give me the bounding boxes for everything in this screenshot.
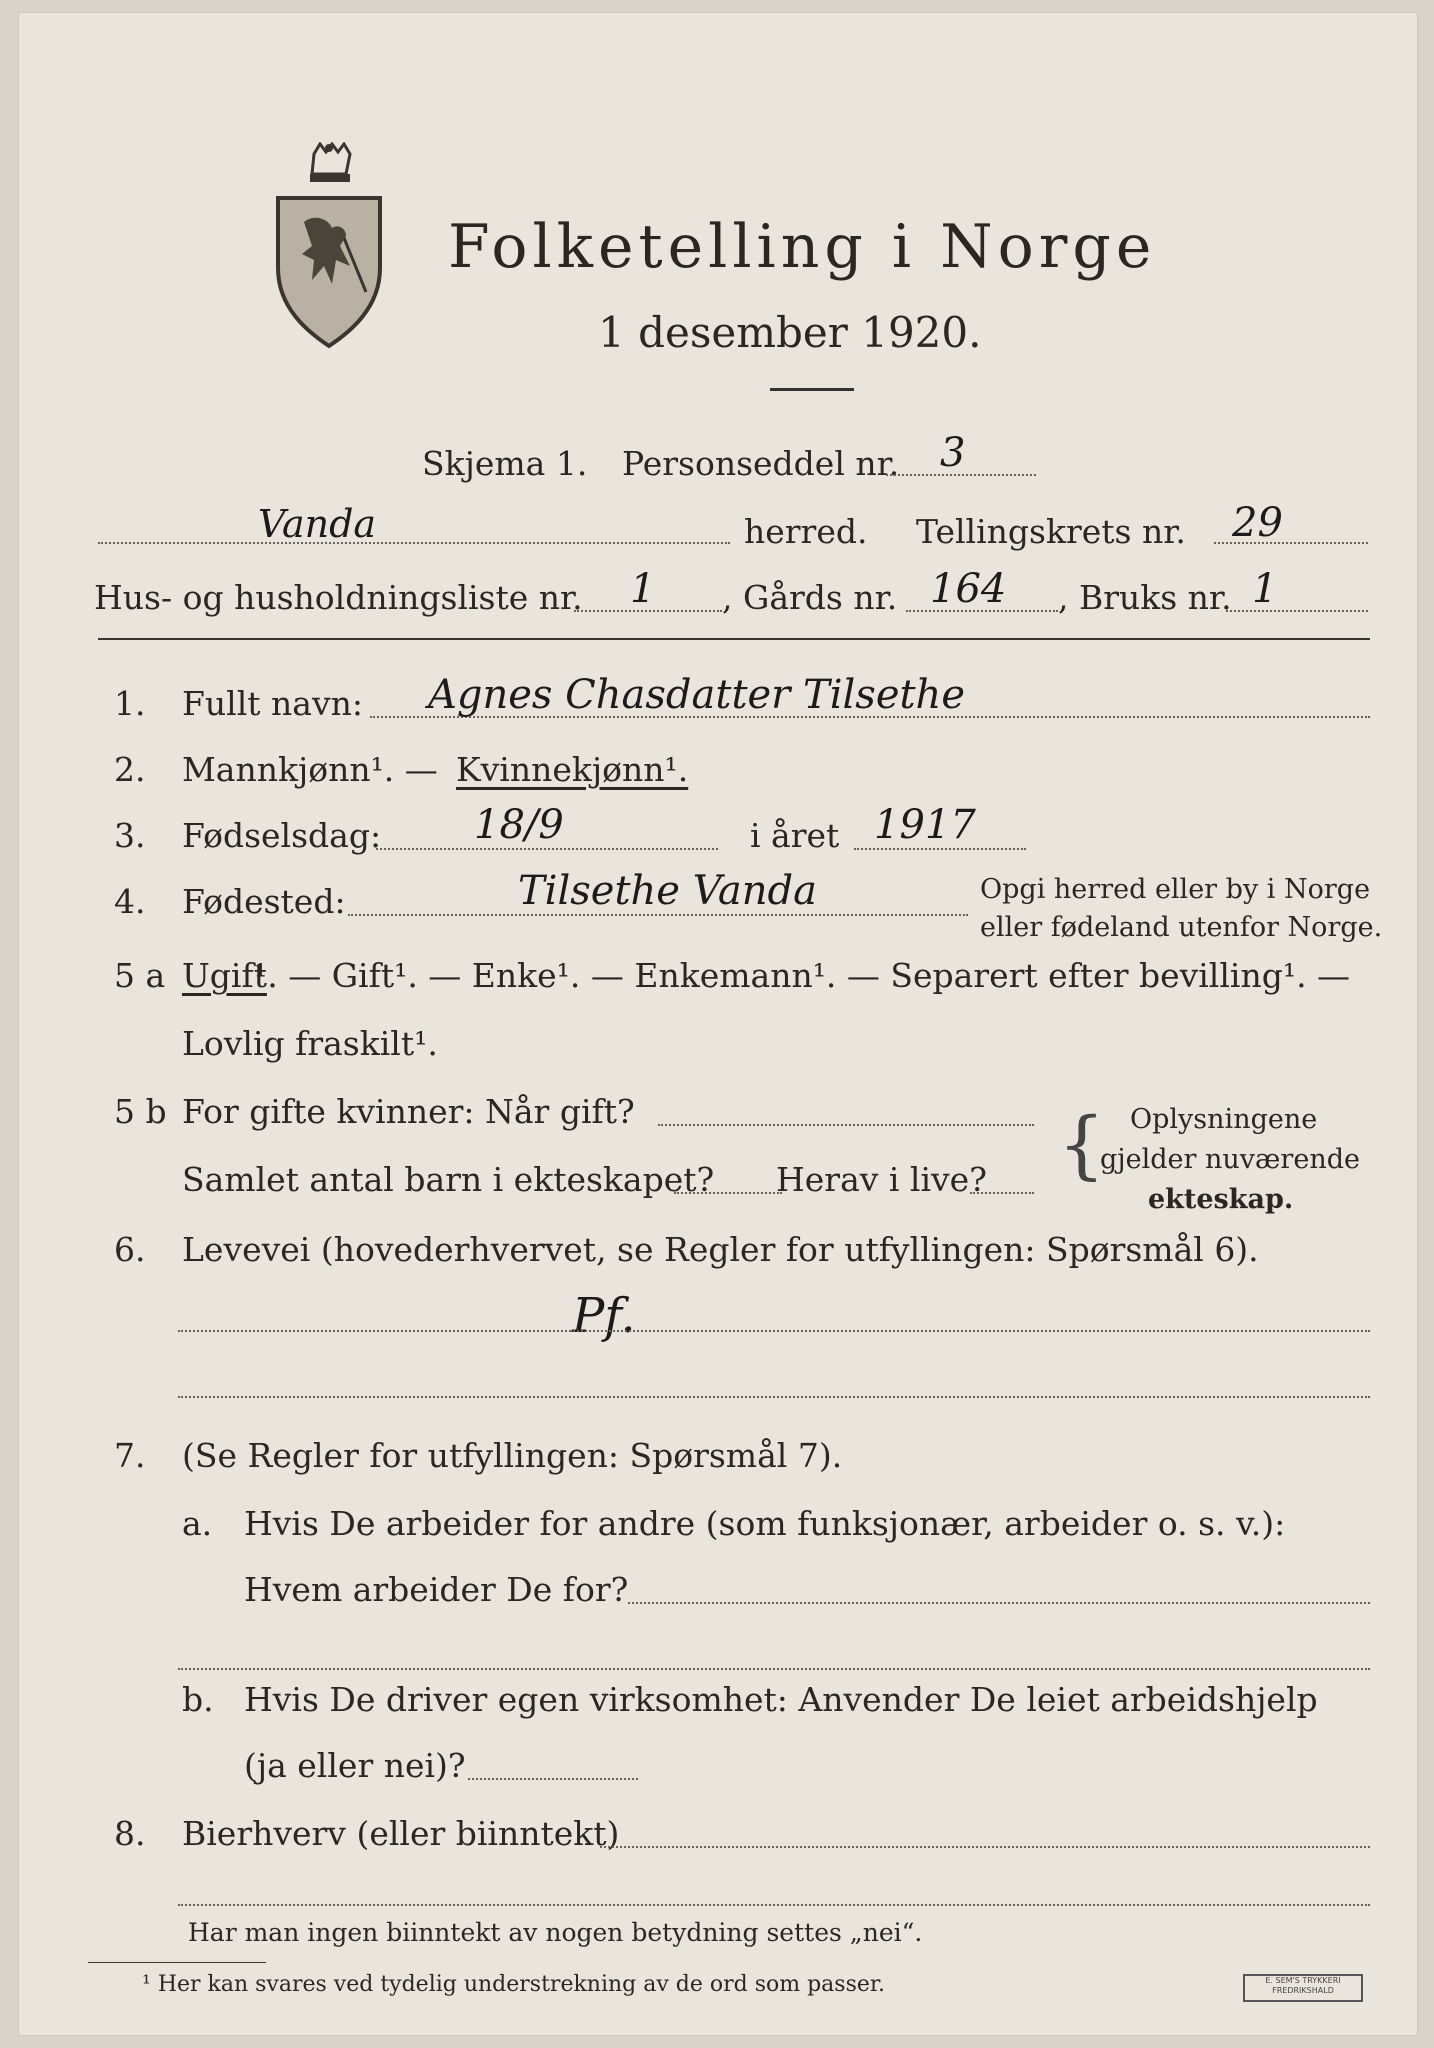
q8-dots[interactable] — [600, 1846, 1370, 1848]
q6-dots-1 — [178, 1330, 1370, 1332]
q1-value[interactable]: Agnes Chasdatter Tilsethe — [428, 672, 965, 718]
census-date: 1 desember 1920. — [598, 308, 982, 357]
q5b-alive-dots[interactable] — [970, 1192, 1034, 1194]
section-divider — [98, 638, 1370, 640]
q1-number: 1. — [114, 684, 146, 723]
skjema-label: Skjema 1. — [422, 444, 588, 483]
q7b-line2: (ja eller nei)? — [244, 1746, 466, 1785]
q4-number: 4. — [114, 882, 146, 921]
q5a-number: 5 a — [114, 956, 166, 995]
q3-year-value[interactable]: 1917 — [874, 802, 976, 848]
bruks-value[interactable]: 1 — [1252, 566, 1278, 612]
q7a-dots-2[interactable] — [178, 1668, 1370, 1670]
q6-value[interactable]: Pf. — [572, 1288, 636, 1344]
footnote-rule — [88, 1962, 266, 1963]
q4-note-2: eller fødeland utenfor Norge. — [980, 912, 1383, 943]
q8-number: 8. — [114, 1814, 146, 1853]
husliste-value[interactable]: 1 — [630, 566, 656, 612]
q5a-options[interactable]: ¹. — Gift¹. — Enke¹. — Enkemann¹. — Separert efter bevilling¹. — — [254, 956, 1351, 995]
herred-value[interactable]: Vanda — [258, 502, 377, 546]
q5b-children-dots[interactable] — [674, 1192, 782, 1194]
q2-male[interactable]: Mannkjønn¹. — — [182, 750, 438, 789]
q7a-line2: Hvem arbeider De for? — [244, 1570, 629, 1609]
divider — [770, 388, 854, 391]
bruks-label: , Bruks nr. — [1058, 578, 1232, 617]
q4-dots — [348, 914, 968, 916]
q5b-line1: For gifte kvinner: Når gift? — [182, 1092, 635, 1131]
printer-stamp: E. SEM'S TRYKKERI FREDRIKSHALD — [1243, 1974, 1363, 2002]
footnote: ¹ Her kan svares ved tydelig understrekning av de ord som passer. — [142, 1972, 885, 1997]
q3-number: 3. — [114, 816, 146, 855]
q5a-line2[interactable]: Lovlig fraskilt¹. — [182, 1024, 438, 1063]
brace-icon: { — [1058, 1102, 1106, 1188]
q8-dots-2[interactable] — [178, 1904, 1370, 1906]
coat-of-arms-icon — [270, 142, 388, 352]
q7a-dots[interactable] — [628, 1602, 1370, 1604]
tellingskrets-value[interactable]: 29 — [1232, 500, 1283, 546]
q5b-children-label: Samlet antal barn i ekteskapet? — [182, 1160, 715, 1199]
q6-number: 6. — [114, 1230, 146, 1269]
tellingskrets-label: Tellingskrets nr. — [916, 512, 1186, 551]
q4-label: Fødested: — [182, 882, 346, 921]
q7b-number: b. — [182, 1680, 214, 1719]
q2-number: 2. — [114, 750, 146, 789]
q8-label: Bierhverv (eller biinntekt) — [182, 1814, 620, 1853]
nei-note: Har man ingen biinntekt av nogen betydning settes „nei“. — [188, 1918, 923, 1947]
q5b-note-2: gjelder nuværende — [1100, 1144, 1360, 1175]
husliste-label: Hus- og husholdningsliste nr. — [94, 578, 583, 617]
census-form — [18, 12, 1418, 2036]
q1-label: Fullt navn: — [182, 684, 363, 723]
q7-label: (Se Regler for utfyllingen: Spørsmål 7). — [182, 1436, 843, 1475]
gards-label: , Gårds nr. — [722, 578, 898, 617]
q5b-alive-label: Herav i live? — [776, 1160, 987, 1199]
q5b-note-1: Oplysningene — [1130, 1104, 1318, 1135]
q7b-dots[interactable] — [468, 1778, 638, 1780]
q3-year-label: i året — [750, 816, 840, 855]
herred-label: herred. — [744, 512, 868, 551]
q3-value[interactable]: 18/9 — [474, 802, 564, 848]
q3-label: Fødselsdag: — [182, 816, 382, 855]
bruks-dots — [1226, 610, 1368, 612]
q5b-married-dots[interactable] — [658, 1124, 1034, 1126]
gards-value[interactable]: 164 — [930, 566, 1007, 612]
q7a-line1: Hvis De arbeider for andre (som funksjonær, arbeider o. s. v.): — [244, 1504, 1286, 1543]
q5b-number: 5 b — [114, 1092, 167, 1131]
q3-dots — [376, 848, 718, 850]
q3-year-dots — [854, 848, 1026, 850]
q6-dots-2 — [178, 1396, 1370, 1398]
q4-note-1: Opgi herred eller by i Norge — [980, 874, 1371, 905]
q5a-ugift[interactable]: Ugift — [182, 956, 267, 995]
herred-dots — [98, 542, 730, 544]
q7b-line1: Hvis De driver egen virksomhet: Anvender De leiet arbeidshjelp — [244, 1680, 1318, 1719]
personseddel-label: Personseddel nr. — [622, 444, 900, 483]
personseddel-value[interactable]: 3 — [940, 430, 966, 476]
q2-female[interactable]: Kvinnekjønn¹. — [456, 750, 689, 789]
q5b-note-3: ekteskap. — [1148, 1184, 1294, 1215]
q7-number: 7. — [114, 1436, 146, 1475]
q7a-number: a. — [182, 1504, 213, 1543]
q6-label: Levevei (hovederhvervet, se Regler for utfyllingen: Spørsmål 6). — [182, 1230, 1259, 1269]
form-title: Folketelling i Norge — [448, 212, 1157, 282]
q4-value[interactable]: Tilsethe Vanda — [518, 868, 817, 914]
